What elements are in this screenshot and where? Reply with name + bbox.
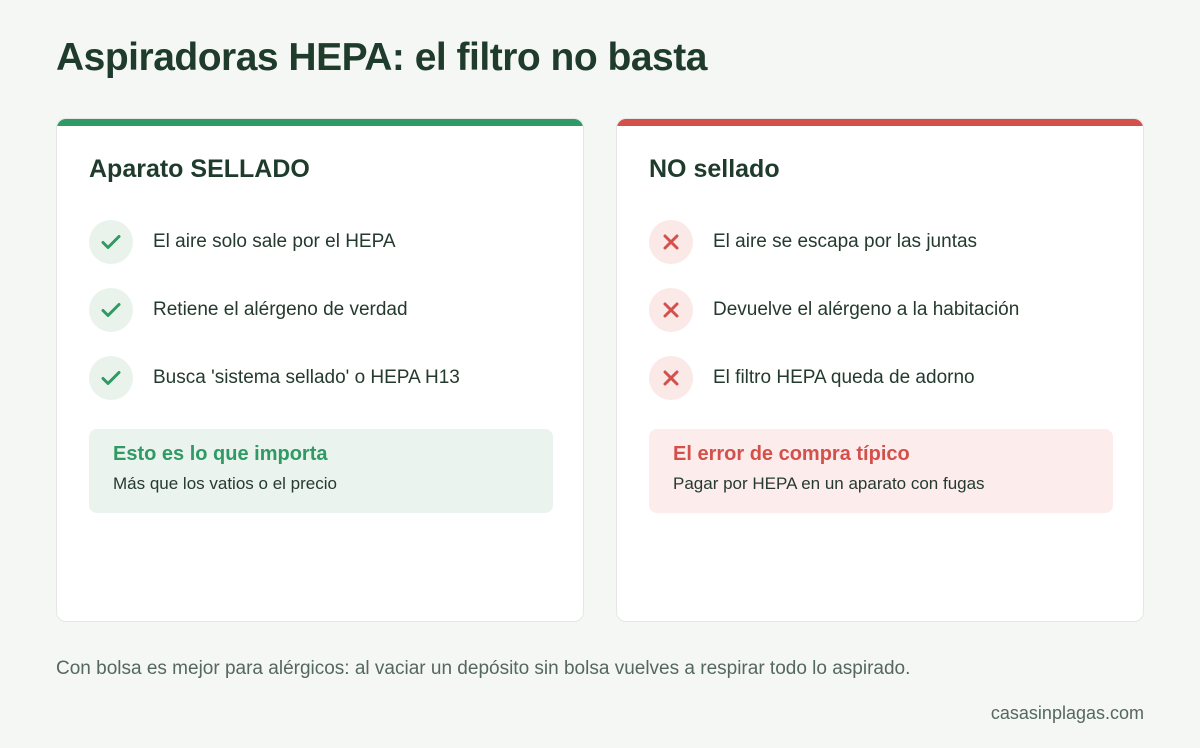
unsealed-list-item bbox=[649, 287, 1019, 333]
unsealed-warning-text: Pagar por HEPA en un aparato con fugas bbox=[673, 474, 985, 493]
check-icon bbox=[89, 288, 133, 332]
unsealed-card-accent-bar bbox=[617, 119, 1143, 126]
sealed-list-item-text: Busca 'sistema sellado' o HEPA H13 bbox=[153, 367, 460, 388]
check-icon bbox=[89, 356, 133, 400]
cross-icon bbox=[649, 288, 693, 332]
unsealed-list-item bbox=[649, 355, 975, 401]
unsealed-card-title: NO sellado bbox=[649, 155, 780, 183]
sealed-highlight-box bbox=[89, 429, 553, 513]
sealed-list-item-text: El aire solo sale por el HEPA bbox=[153, 231, 396, 252]
unsealed-list-item-text: El aire se escapa por las juntas bbox=[713, 231, 978, 252]
unsealed-warning-box bbox=[649, 429, 1113, 513]
unsealed-warning-heading: El error de compra típico bbox=[673, 443, 910, 465]
unsealed-list-item bbox=[649, 219, 977, 265]
sealed-list-item bbox=[89, 355, 460, 401]
footer-note: Con bolsa es mejor para alérgicos: al vaciar un depósito sin bolsa vuelves a respirar todo lo aspirado. bbox=[56, 658, 911, 679]
sealed-highlight-heading: Esto es lo que importa bbox=[113, 443, 328, 465]
cross-icon bbox=[649, 356, 693, 400]
sealed-list-item bbox=[89, 219, 396, 265]
sealed-card bbox=[56, 118, 584, 622]
site-credit: casasinplagas.com bbox=[990, 703, 1144, 723]
sealed-list-item bbox=[89, 287, 408, 333]
unsealed-list-item-text: Devuelve el alérgeno a la habitación bbox=[713, 299, 1020, 320]
sealed-highlight-text: Más que los vatios o el precio bbox=[113, 474, 337, 493]
unsealed-list-item-text: El filtro HEPA queda de adorno bbox=[713, 367, 975, 388]
sealed-card-title: Aparato SELLADO bbox=[89, 155, 310, 183]
sealed-list-item-text: Retiene el alérgeno de verdad bbox=[153, 299, 408, 320]
sealed-card-accent-bar bbox=[57, 119, 583, 126]
unsealed-card bbox=[616, 118, 1144, 622]
check-icon bbox=[89, 220, 133, 264]
page-title: Aspiradoras HEPA: el filtro no basta bbox=[56, 36, 707, 79]
cross-icon bbox=[649, 220, 693, 264]
